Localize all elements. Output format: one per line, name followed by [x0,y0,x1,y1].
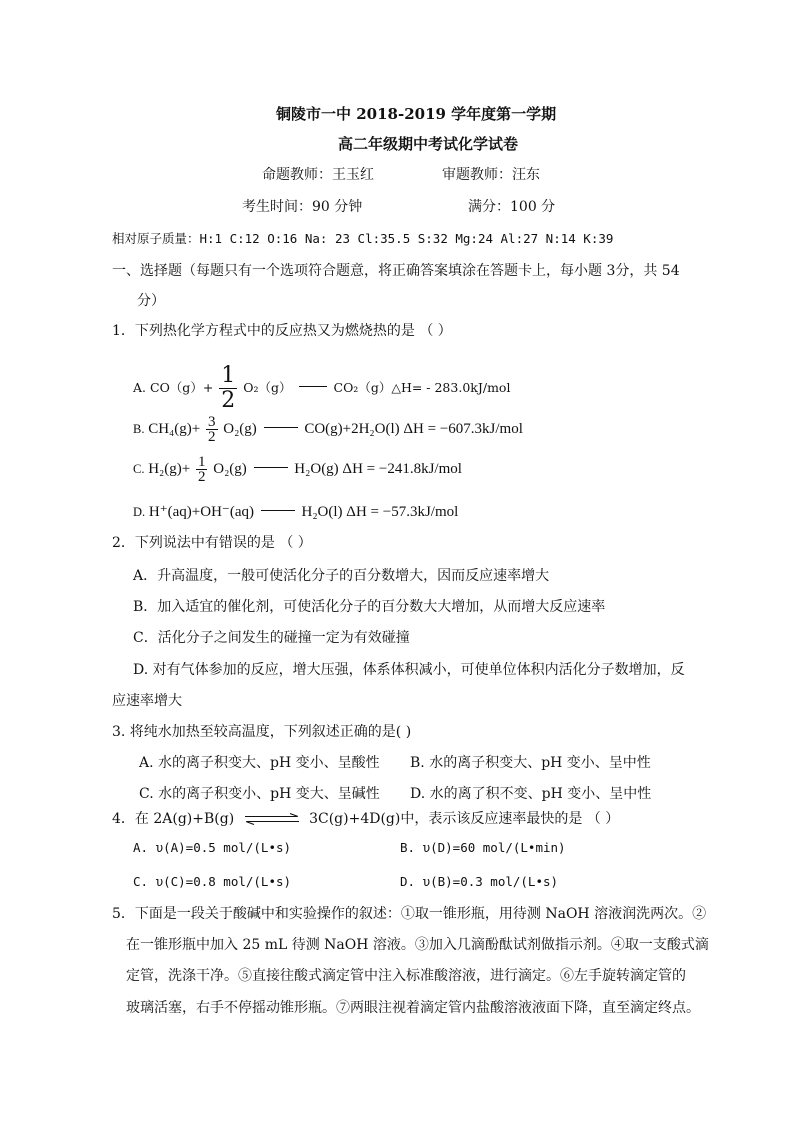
q1-c-fraction: $\frac{1}{2}$ [197,454,206,486]
exam-subtitle: 高二年级期中考试化学试卷 [338,135,519,153]
q1-a-label: A. [133,380,147,395]
q4-option-c: C. υ(C)=0.8 mol/(L•s) [133,874,292,889]
section-heading: 一、选择题（每题只有一个选项符合题意，将正确答案填涂在答题卡上，每小题 3分，共 54 [112,263,680,279]
section-heading-cont: 分） [137,293,165,309]
q1-a-fraction: $\frac{1}{2}$ [221,363,236,413]
q1-b-post: CO(g)+2H₂O(l) ΔH = −607.3kJ/mol [304,421,523,437]
atomic-mass-line: 相对原子质量：H:1 C:12 O:16 Na: 23 Cl:35.5 S:32 Mg:24 Al:27 N:14 K:39 [112,231,614,246]
q1-d-post: H₂O(l) ΔH = −57.3kJ/mol [301,504,459,520]
q1-a-mid: O₂（g） [243,380,292,395]
q1-c-label: C. [133,462,145,476]
equals-line-icon [261,510,295,511]
exam-score: 满分：100 分 [468,199,556,215]
reversible-arrow-icon [243,813,301,825]
q1-option-c [133,452,462,486]
reviewer-teacher: 审题教师：汪东 [442,167,540,183]
q3-stem: 3. 将纯水加热至较高温度，下列叙述正确的是( ) [112,724,412,740]
q1-option-a [133,364,510,413]
q1-d-pre: H⁺(aq)+OH⁻(aq) [148,504,254,520]
q3-option-a: A. 水的离子积变大、pH 变小、呈酸性 [139,755,380,771]
q1-stem: 1．下列热化学方程式中的反应热又为燃烧热的是 （ ） [112,323,452,339]
q2-option-c: C．活化分子之间发生的碰撞一定为有效碰撞 [133,630,410,646]
q1-a-post: CO₂（g）△H= - 283.0kJ/mol [333,380,511,395]
q2-option-a: A．升高温度，一般可使活化分子的百分数增大，因而反应速率增大 [133,568,550,584]
q1-b-mid: O₂(g) [223,421,257,437]
setter-teacher: 命题教师：王玉红 [262,167,374,183]
q4-stem-post: 3C(g)+4D(g)中，表示该反应速率最快的是 （ ） [309,811,620,827]
exam-title: 铜陵市一中 2018-2019 学年度第一学期 [276,105,557,123]
q3-option-b: B. 水的离子积变大、pH 变小、呈中性 [410,755,651,771]
q3-option-c: C. 水的离子积变小、pH 变大、呈碱性 [139,786,380,802]
q1-option-d [133,500,458,524]
q4-stem [112,809,619,829]
exam-time: 考生时间：90 分钟 [242,199,363,215]
equals-line-icon [254,467,288,468]
q5-line-3: 定管，洗涤干净。⑤直接往酸式滴定管中注入标准酸溶液，进行滴定。⑥左手旋转滴定管的 [126,968,686,984]
q2-option-b: B．加入适宜的催化剂，可使活化分子的百分数大大增加，从而增大反应速率 [133,599,606,615]
q2-option-d: D. 对有气体参加的反应，增大压强，体系体积减小，可使单位体积内活化分子数增加，反 [133,662,685,678]
q5-line-1: 5．下面是一段关于酸碱中和实验操作的叙述：①取一锥形瓶，用待测 NaOH 溶液润洗两次。② [112,906,707,922]
q1-d-label: D. [133,505,146,519]
q1-b-fraction: $\frac{3}{2}$ [208,414,216,446]
q1-a-pre: CO（g）+ [150,380,214,395]
q1-b-pre: CH₄(g)+ [148,421,201,437]
q1-option-b [133,412,523,446]
q2-option-d-cont: 应速率增大 [112,693,182,709]
q2-stem: 2．下列说法中有错误的是 （ ） [112,535,312,551]
q1-c-mid: O₂(g) [213,461,247,477]
equals-line-icon [264,427,298,428]
q5-line-4: 玻璃活塞，右手不停摇动锥形瓶。⑦两眼注视着滴定管内盐酸溶液液面下降，直至滴定终点。 [126,1000,700,1016]
q4-option-b: B. υ(D)=60 mol/(L•min) [400,840,566,855]
q5-line-2: 在一锥形瓶中加入 25 mL 待测 NaOH 溶液。③加入几滴酚酞试剂做指示剂。④取一支酸式滴 [126,937,709,953]
q4-stem-pre: 4．在 2A(g)+B(g) [112,811,235,827]
q1-c-post: H₂O(g) ΔH = −241.8kJ/mol [294,461,462,477]
q1-b-label: B. [133,422,145,436]
q4-option-d: D. υ(B)=0.3 mol/(L•s) [400,874,559,889]
q3-option-d: D. 水的离了积不变、pH 变小、呈中性 [410,786,652,802]
q4-option-a: A. υ(A)=0.5 mol/(L•s) [133,840,292,855]
equals-line-icon [299,386,327,387]
q1-c-pre: H₂(g)+ [148,461,191,477]
